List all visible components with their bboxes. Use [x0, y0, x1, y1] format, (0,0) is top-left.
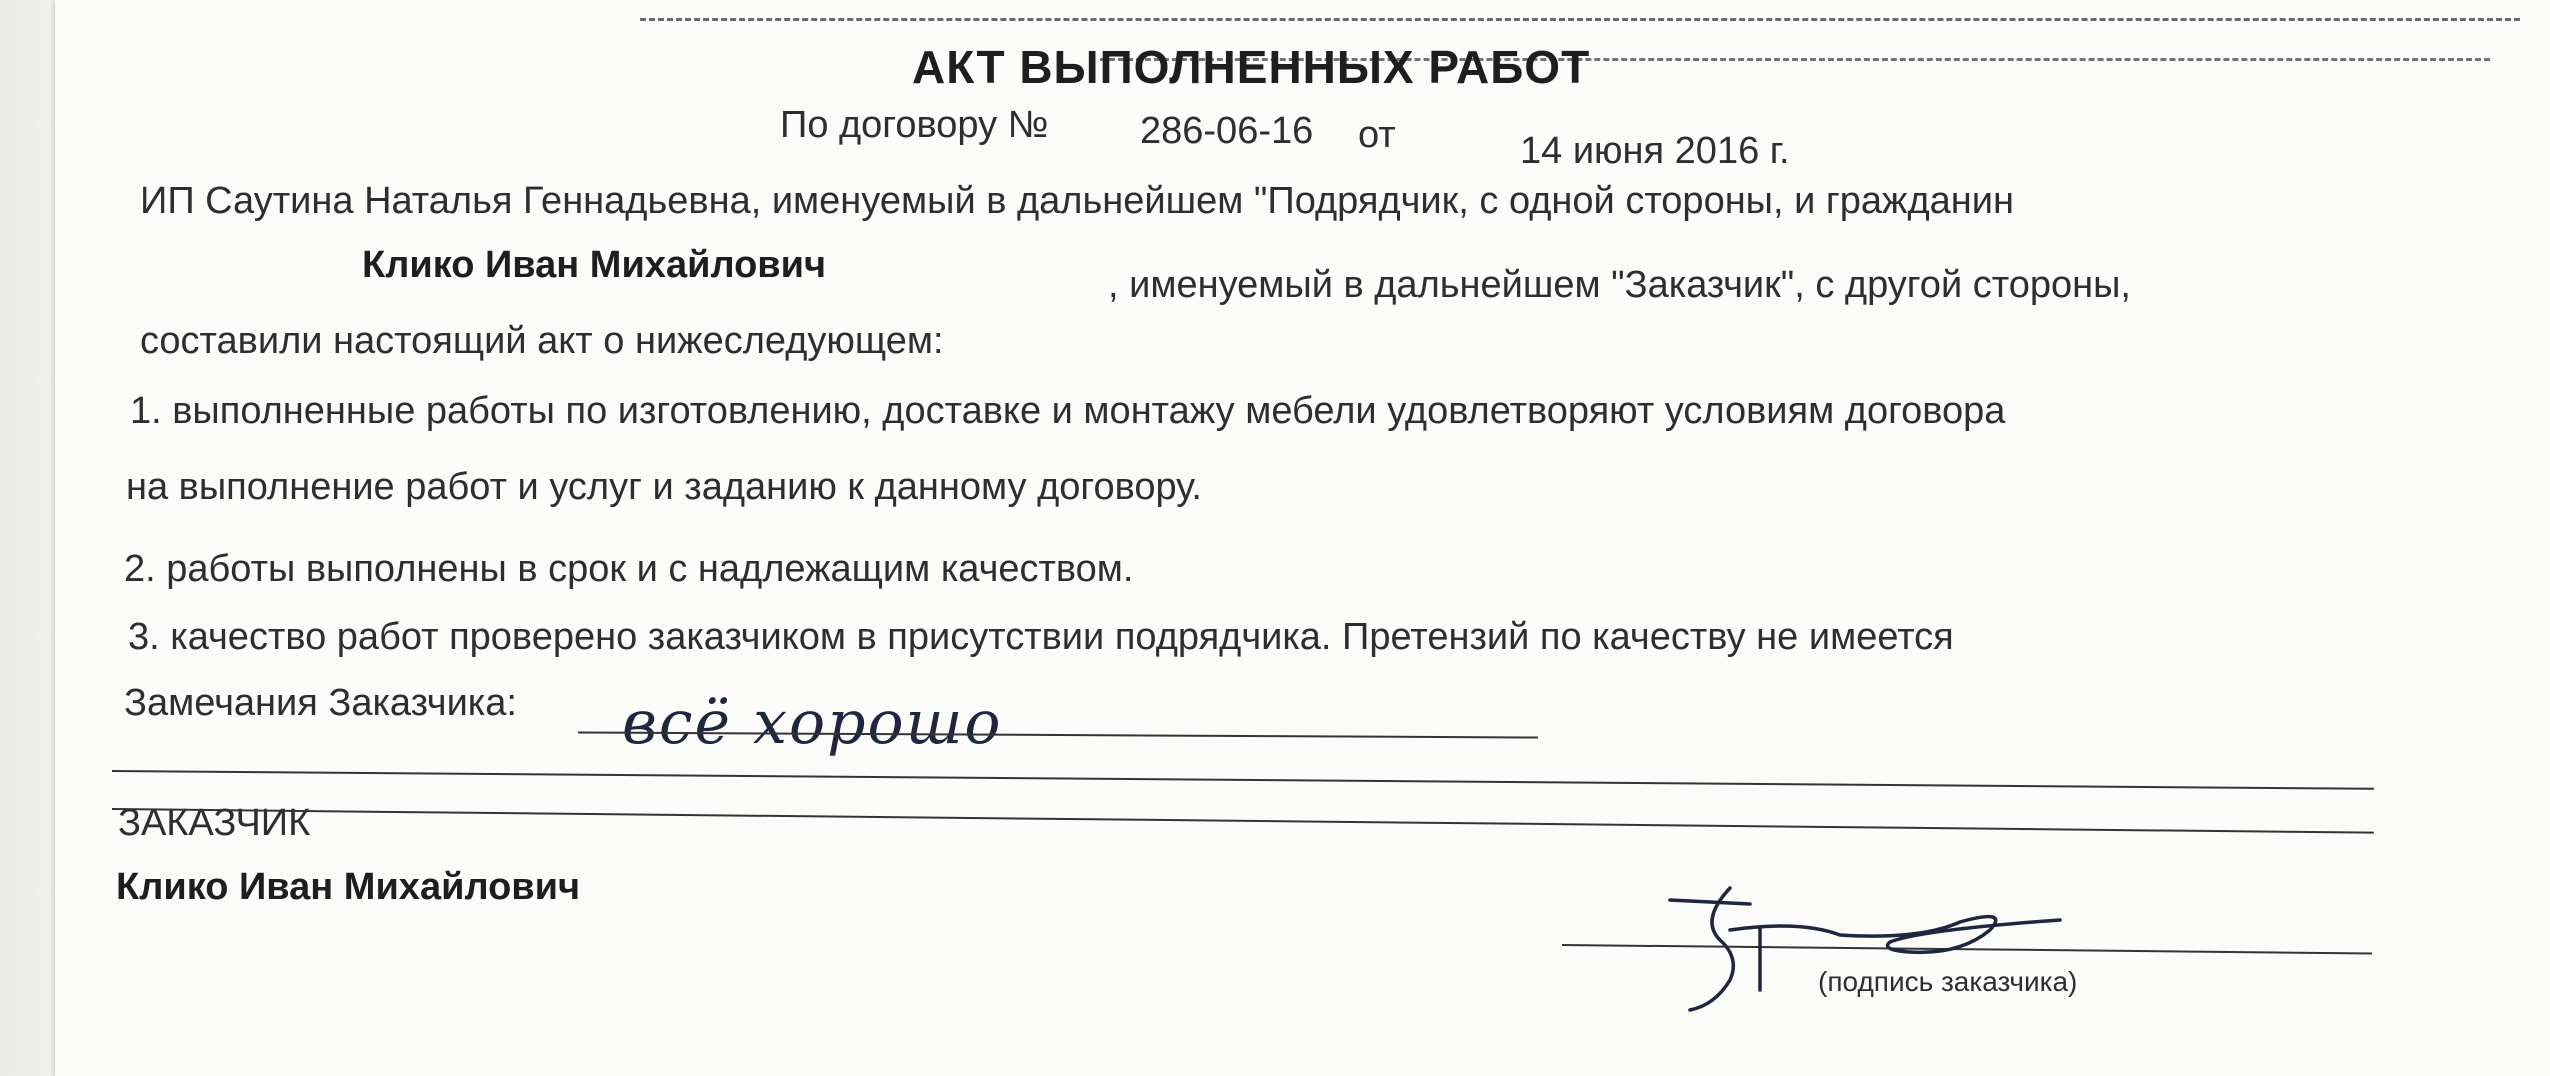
- intro-line-3: составили настоящий акт о нижеследующем:: [140, 320, 944, 362]
- item-3: 3. качество работ проверено заказчиком в присутствии подрядчика. Претензий по качеству не имеется: [128, 616, 1954, 658]
- contract-from-label: от: [1358, 114, 1396, 156]
- intro-line-2: , именуемый в дальнейшем "Заказчик", с другой стороны,: [1108, 264, 2131, 306]
- signature-caption: (подпись заказчика): [1818, 966, 2078, 997]
- item-1-line-1: 1. выполненные работы по изготовлению, доставке и монтажу мебели удовлетворяют условиям договора: [130, 390, 2006, 432]
- scan-edge: [0, 0, 55, 1076]
- dashed-cut-line: [640, 18, 2520, 21]
- customer-name-intro: Клико Иван Михайлович: [362, 244, 827, 286]
- item-1-line-2: на выполнение работ и услуг и заданию к данному договору.: [126, 466, 1202, 508]
- remarks-label: Замечания Заказчика:: [124, 682, 517, 724]
- contract-number: 286-06-16: [1140, 110, 1314, 152]
- contract-label: По договору №: [780, 104, 1049, 146]
- intro-line-1: ИП Саутина Наталья Геннадьевна, именуемый в дальнейшем "Подрядчик, с одной стороны, и гражданин: [140, 180, 2014, 222]
- document-page: [55, 0, 2550, 1076]
- remarks-handwriting: всё хорошо: [622, 688, 1003, 758]
- customer-signature: [1660, 880, 2140, 1020]
- customer-heading: ЗАКАЗЧИК: [118, 802, 311, 844]
- item-2: 2. работы выполнены в срок и с надлежащим качеством.: [124, 548, 1134, 590]
- contract-date: 14 июня 2016 г.: [1520, 130, 1790, 172]
- document-title: АКТ ВЫПОЛНЕННЫХ РАБОТ: [912, 41, 1591, 93]
- customer-name: Клико Иван Михайлович: [116, 866, 581, 908]
